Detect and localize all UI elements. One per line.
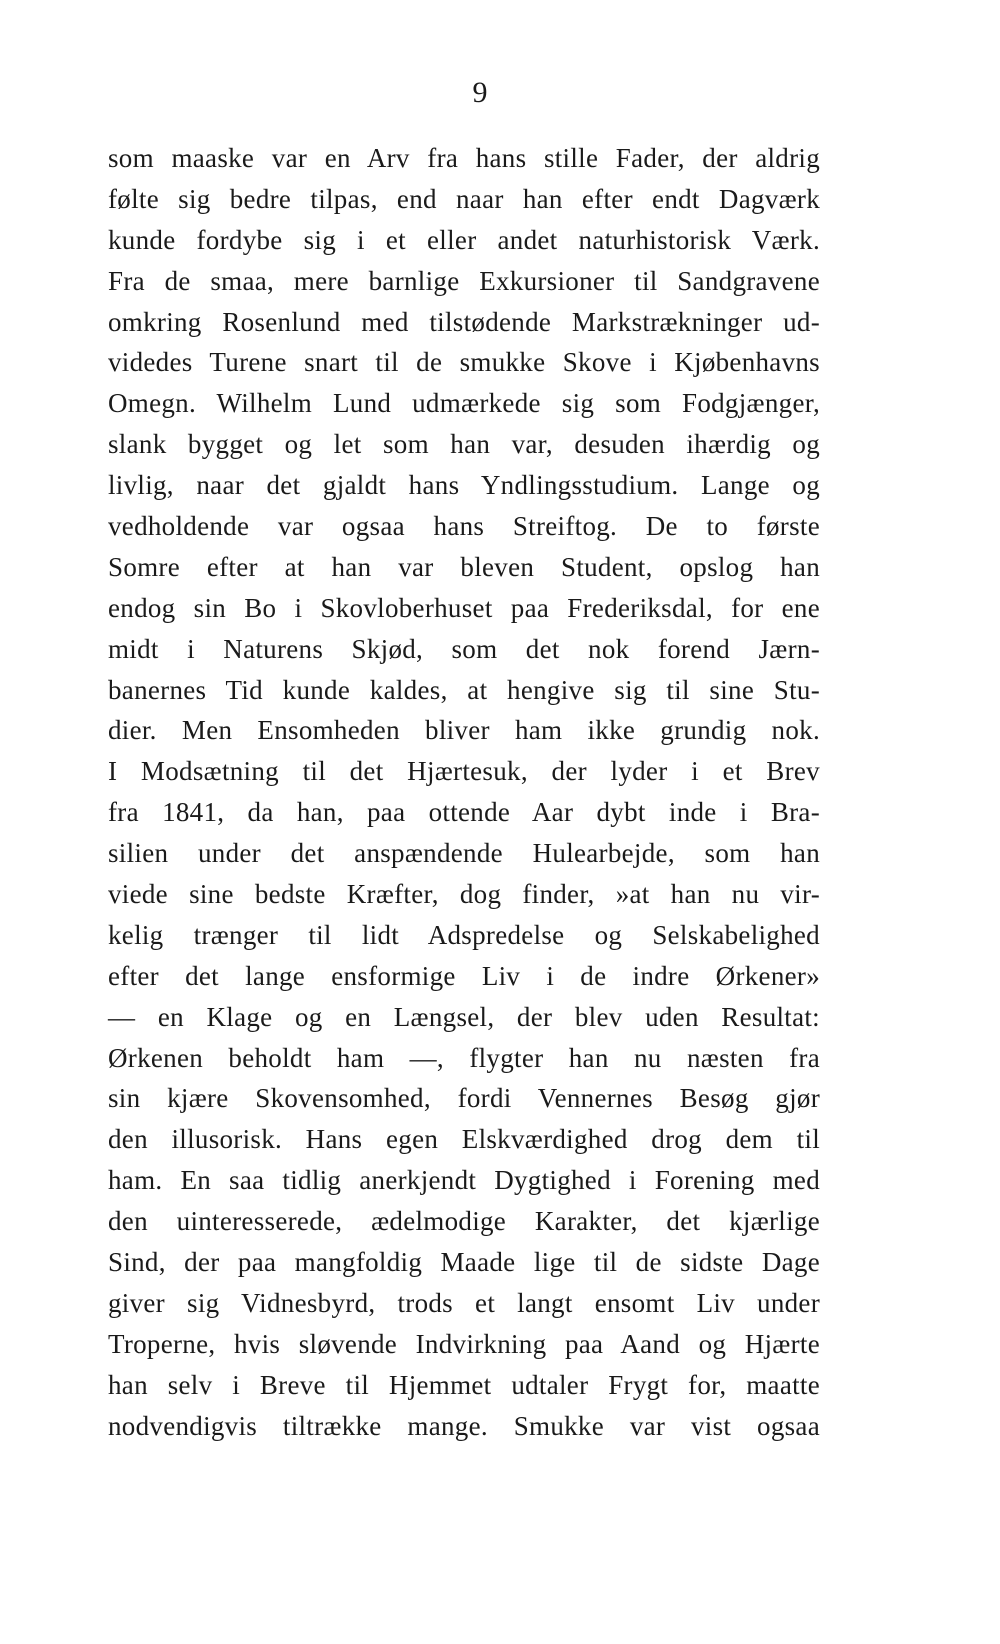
text-line: giver sig Vidnesbyrd, trods et langt ensomt Liv under: [108, 1287, 820, 1318]
text-line: omkring Rosenlund med tilstødende Markstrækninger ud-: [108, 306, 820, 337]
text-line: den uinteresserede, ædelmodige Karakter, det kjærlige: [108, 1206, 820, 1237]
text-line: ham. En saa tidlig anerkjendt Dygtighed i Forening med: [108, 1165, 820, 1196]
text-line: Troperne, hvis sløvende Indvirkning paa Aand og Hjærte: [108, 1328, 820, 1359]
text-line: Ørkenen beholdt ham —, flygter han nu næsten fra: [108, 1042, 820, 1073]
text-line: endog sin Bo i Skovloberhuset paa Frederiksdal, for ene: [108, 592, 820, 623]
text-line: Somre efter at han var bleven Student, opslog han: [108, 551, 820, 582]
text-line: efter det lange ensformige Liv i de indre Ørkener»: [108, 960, 820, 991]
text-line: silien under det anspændende Hulearbejde, som han: [108, 838, 820, 869]
body-text: [108, 138, 820, 1447]
text-line: kunde fordybe sig i et eller andet naturhistorisk Værk.: [108, 224, 820, 255]
text-line: som maaske var en Arv fra hans stille Fader, der aldrig: [108, 143, 820, 173]
text-line: livlig, naar det gjaldt hans Yndlingsstudium. Lange og: [108, 470, 820, 501]
text-line: kelig trænger til lidt Adspredelse og Selskabelighed: [108, 919, 820, 950]
text-line: følte sig bedre tilpas, end naar han efter endt Dagværk: [108, 183, 820, 214]
text-line: — en Klage og en Længsel, der blev uden Resultat:: [108, 1001, 820, 1032]
text-line: viede sine bedste Kræfter, dog finder, »at han nu vir-: [108, 879, 820, 910]
text-line: den illusorisk. Hans egen Elskværdighed drog dem til: [108, 1124, 820, 1155]
text-line: I Modsætning til det Hjærtesuk, der lyder i et Brev: [108, 756, 820, 787]
text-line: videdes Turene snart til de smukke Skove i Kjøbenhavns: [108, 347, 820, 378]
text-line: Sind, der paa mangfoldig Maade lige til de sidste Dage: [108, 1247, 820, 1278]
text-line: dier. Men Ensomheden bliver ham ikke grundig nok.: [108, 715, 820, 746]
text-line: slank bygget og let som han var, desuden ihærdig og: [108, 429, 820, 460]
page-number: 9: [472, 76, 488, 109]
text-line: midt i Naturens Skjød, som det nok forend Jærn-: [108, 633, 820, 664]
text-line: Omegn. Wilhelm Lund udmærkede sig som Fodgjænger,: [108, 388, 820, 419]
text-line: vedholdende var ogsaa hans Streiftog. De to første: [108, 511, 820, 542]
text-line: banernes Tid kunde kaldes, at hengive sig til sine Stu-: [108, 674, 820, 705]
text-line: fra 1841, da han, paa ottende Aar dybt inde i Bra-: [108, 797, 820, 828]
text-line: han selv i Breve til Hjemmet udtaler Frygt for, maatte: [108, 1369, 820, 1400]
text-line: Fra de smaa, mere barnlige Exkursioner til Sandgravene: [108, 265, 820, 296]
text-line: sin kjære Skovensomhed, fordi Vennernes Besøg gjør: [108, 1083, 820, 1114]
text-line: nodvendigvis tiltrække mange. Smukke var vist ogsaa: [108, 1410, 820, 1441]
